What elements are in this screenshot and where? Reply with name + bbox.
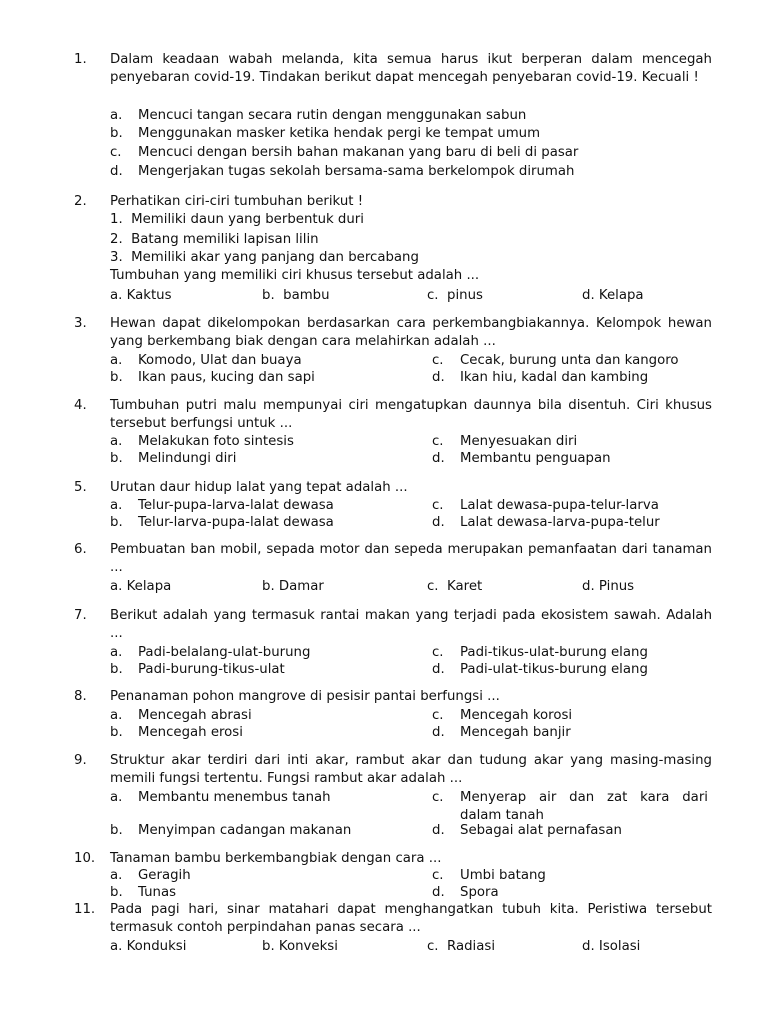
option-d: d. Ikan hiu, kadal dan kambing [432, 370, 649, 385]
option-a: a. Membantu menembus tanah [110, 790, 331, 805]
option-a: a. Mencuci tangan secara rutin dengan menggunakan sabun [110, 108, 527, 123]
question-number: 2. [74, 194, 87, 209]
question-number: 5. [74, 480, 87, 495]
criteria-item: 2. Batang memiliki lapisan lilin [110, 232, 319, 247]
option-c: c. Menyesuakan diri [432, 434, 578, 449]
option-d: d. Pinus [582, 579, 635, 594]
option-c: c. Mencegah korosi [432, 708, 573, 723]
question-number: 7. [74, 608, 87, 623]
option-b: b. Menyimpan cadangan makanan [110, 823, 352, 838]
option-b: b. Melindungi diri [110, 451, 237, 466]
question-prompt: Tumbuhan yang memiliki ciri khusus tersebut adalah ... [110, 268, 480, 283]
option-b: b. Menggunakan masker ketika hendak pergi ke tempat umum [110, 126, 541, 141]
option-a: a. Komodo, Ulat dan buaya [110, 353, 302, 368]
question-stem: Perhatikan ciri-ciri tumbuhan berikut ! [110, 194, 364, 209]
question-stem: Pada pagi hari, sinar matahari dapat menghangatkan tubuh kita. Peristiwa tersebut termasuk contoh perpindahan panas secara ... [110, 902, 712, 935]
option-b: b. Padi-burung-tikus-ulat [110, 662, 285, 677]
option-d: d. Padi-ulat-tikus-burung elang [432, 662, 648, 677]
option-b: b. Konveksi [262, 939, 338, 954]
option-a: a. Padi-belalang-ulat-burung [110, 645, 311, 660]
question-stem: Penanaman pohon mangrove di pesisir pantai berfungsi ... [110, 689, 500, 704]
question-stem: Berikut adalah yang termasuk rantai makan yang terjadi pada ekosistem sawah. Adalah ... [110, 608, 712, 641]
option-b: b. Tunas [110, 885, 177, 900]
question-stem: Tumbuhan putri malu mempunyai ciri mengatupkan daunnya bila disentuh. Ciri khusus tersebut berfungsi untuk ... [110, 398, 712, 431]
question-number: 4. [74, 398, 87, 413]
question-number: 11. [74, 902, 96, 917]
question-stem: Tanaman bambu berkembangbiak dengan cara ... [110, 851, 442, 866]
option-b: b. Telur-larva-pupa-lalat dewasa [110, 515, 334, 530]
option-a: a. Telur-pupa-larva-lalat dewasa [110, 498, 334, 513]
option-a: a. Melakukan foto sintesis [110, 434, 294, 449]
question-number: 3. [74, 316, 87, 331]
option-b: b. bambu [262, 288, 330, 303]
option-c: c. Radiasi [427, 939, 496, 954]
option-d: d. Lalat dewasa-larva-pupa-telur [432, 515, 660, 530]
option-d: d. Membantu penguapan [432, 451, 611, 466]
option-b: b. Mencegah erosi [110, 725, 243, 740]
question-number: 9. [74, 753, 87, 768]
option-c: c. Menyerap air dan zat kara dari dalam tanah [432, 790, 708, 823]
option-c: c. Mencuci dengan bersih bahan makanan yang baru di beli di pasar [110, 145, 579, 160]
option-d: d. Sebagai alat pernafasan [432, 823, 622, 838]
question-stem: Struktur akar terdiri dari inti akar, rambut akar dan tudung akar yang masing-masing memili fungsi tertentu. Fungsi rambut akar adalah ... [110, 753, 712, 786]
option-c: c. Karet [427, 579, 483, 594]
option-d: d. Isolasi [582, 939, 641, 954]
question-stem: Dalam keadaan wabah melanda, kita semua harus ikut berperan dalam mencegah penyebaran covid-19. Tindakan berikut dapat mencegah penyebaran covid-19. Kecuali ! [110, 52, 712, 85]
question-number: 8. [74, 689, 87, 704]
question-number: 10. [74, 851, 96, 866]
option-c: c. Cecak, burung unta dan kangoro [432, 353, 679, 368]
option-c: c. Padi-tikus-ulat-burung elang [432, 645, 648, 660]
option-d: d. Mencegah banjir [432, 725, 571, 740]
option-a: a. Konduksi [110, 939, 187, 954]
option-a: a. Kelapa [110, 579, 172, 594]
option-c: c. Umbi batang [432, 868, 546, 883]
option-b: b. Ikan paus, kucing dan sapi [110, 370, 315, 385]
option-c: c. Lalat dewasa-pupa-telur-larva [432, 498, 659, 513]
option-a: a. Geragih [110, 868, 191, 883]
option-c: c. pinus [427, 288, 483, 303]
question-stem: Urutan daur hidup lalat yang tepat adalah ... [110, 480, 408, 495]
question-stem: Hewan dapat dikelompokan berdasarkan cara perkembangbiakannya. Kelompok hewan yang berkembang biak dengan cara melahirkan adalah ... [110, 316, 712, 349]
option-d: d. Spora [432, 885, 499, 900]
option-b: b. Damar [262, 579, 324, 594]
criteria-item: 3. Memiliki akar yang panjang dan bercabang [110, 250, 419, 265]
question-number: 1. [74, 52, 87, 67]
criteria-item: 1. Memiliki daun yang berbentuk duri [110, 212, 364, 227]
option-a: a. Kaktus [110, 288, 172, 303]
option-d: d. Kelapa [582, 288, 644, 303]
option-d: d. Mengerjakan tugas sekolah bersama-sama berkelompok dirumah [110, 164, 575, 179]
question-stem: Pembuatan ban mobil, sepada motor dan sepeda merupakan pemanfaatan dari tanaman ... [110, 542, 712, 575]
option-a: a. Mencegah abrasi [110, 708, 252, 723]
question-number: 6. [74, 542, 87, 557]
